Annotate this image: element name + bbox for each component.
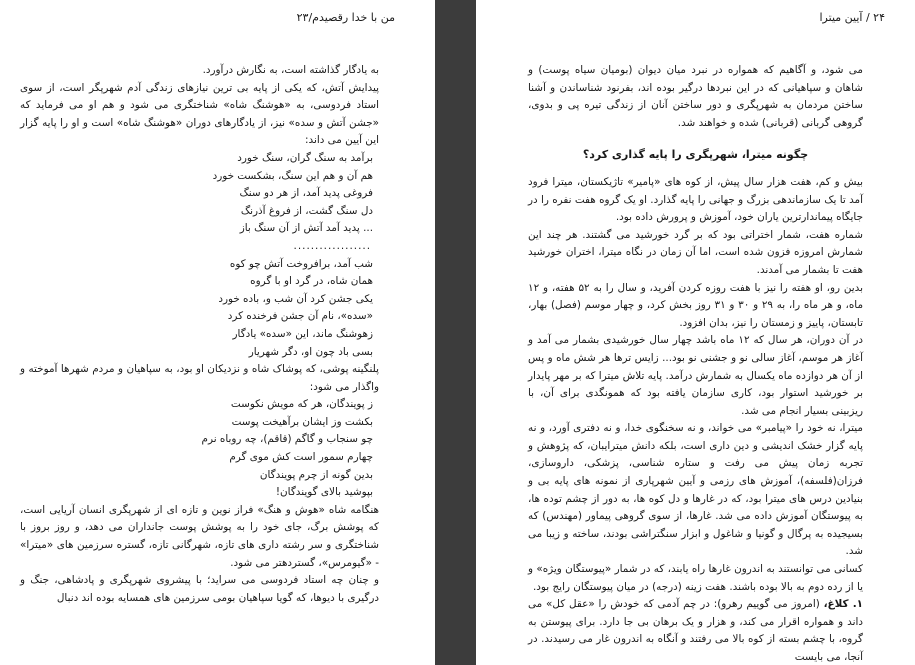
verse-line: بسی باد چون او، دگر شهریار [248, 345, 373, 358]
verse-line: زهوشنگ ماند، این «سده» یادگار [232, 327, 373, 340]
verse-block-1 [20, 150, 373, 238]
left-page [0, 0, 435, 665]
paragraph: بیش و کم، هفت هزار سال پیش، از کوه های «پامیر» تاژیکستان، میترا فرود آمد تا یک سازماندهی بزرگ و جهانی را پایه گذارد. او یک گروه هفت نفره را در جایگاه پیماندارترین یاران خود، آموزش و پرورش داده بود. [528, 175, 863, 224]
right-header-title: ۲۴ / آیین میترا [819, 11, 885, 24]
verse-line: بکشت وز ایشان برآهیخت پوست [231, 415, 373, 428]
left-page-body [20, 62, 379, 607]
verse-line: ز پویندگان، هر که مویش نکوست [230, 398, 373, 411]
verse-block-2 [20, 256, 373, 362]
list-item-label: ۱. کلاغ، [823, 598, 863, 611]
verse-line: «سده»، نام آن جشن فرخنده کرد [227, 310, 373, 323]
verse-line: بدین گونه از چرم پویندگان [259, 468, 373, 481]
verse-line: هم آن و هم این سنگ، بشکست خورد [212, 169, 373, 182]
book-gutter [435, 0, 476, 665]
paragraph: شماره هفت، شمار اختراتی بود که بر گرد خورشید می گشتند. هر چند این شمارش امروزه فزون شده است، اما آن زمان در نگاه میترا، اختران خورشید هفت تا بشمار می آمدند. [528, 228, 863, 276]
left-header-title: من با خدا رقصیدم/۲۳ [296, 11, 395, 24]
paragraph: بدین رو، او هفته را نیز با هفت روزه کردن آفرید، و سال را به ۵۲ هفته، و ۱۲ ماه، و هر ماه را، به ۲۹ و ۳۰ و ۳۱ روز بخش کرد، و چهار موسم (فصل) بهار، تابستان، پاییز و زمستان را نیز، بدان افزود. [528, 281, 864, 329]
verse-line: یکی جشن کرد آن شب و، باده خورد [218, 292, 373, 305]
paragraph: کسانی می توانستند به اندرون غارها راه یابند، که در شمار «پیوستگان ویژه» و یا از رده دوم به بالا بوده باشند. هفت زینه (درجه) در میان پیوستگان رایج بود. [528, 563, 863, 593]
paragraph: می شود، و آگاهیم که همواره در نبرد میان دیوان (بومیان سیاه پوست) و شاهان و سپاهیانی که در این نبردها درگیر بوده اند، بفرنود شناساندن و آشنا ساختن مردمان به شهرپگری و دور ساختن آنان از زندگی تیره پی و بدوی، گروهی گربانی (قربانی) شده و خواهند شد. [528, 64, 863, 129]
paragraph: پلنگینه پوشی، که پوشاک شاه و نزدیکان او بود، به سپاهیان و مردم شهرها آموخته و واگذار می شود: [20, 363, 379, 393]
verse-line: چو سنجاب و گاگم (قاقم)، چه روباه نرم [201, 433, 373, 446]
list-item-text: (امروز می گوییم رهرو): در چم آدمی که خودش را «عقل کل» می داند و همواره اقرار می کند، و هزار و یک برهان بی جا دارد. برای پیوستن به گروه، با چشم بسته از کوه بالا می رفتند و آنگاه به اندرون غار می رسیدند. در آنجا، می بایست [528, 598, 863, 663]
verse-line: ... پدید آمد آتش از آن سنگ باز [239, 222, 373, 235]
paragraph: به یادگار گذاشته است، به نگارش درآورد. [202, 64, 379, 76]
right-page-body [528, 62, 863, 665]
paragraph: پیدایش آتش، که یکی از پایه بی ترین نیازهای زندگی آدم شهرپگر است، از سوی استاد فردوسی، به «هوشنگ شاه» شناختگری می شود و هم او می فرماید که «جشن آتش و سده» نیز، از یادگارهای دوران «هوشنگ شاه» است و او را پایه گزار این آیین می داند: [20, 81, 379, 147]
verse-line: شب آمد، برافروخت آتش چو کوه [229, 257, 373, 270]
verse-line: همان شاه، در گرد او با گروه [250, 275, 373, 288]
paragraph: در آن دوران، هر سال که ۱۲ ماه باشد چهار سال خورشیدی بشمار می آمد و آغاز هر موسم، آغاز سالی نو و جشنی نو بود... زایس ترها هر شش ماه و پس از آن هر دوازده ماه یکسال به شمارش درآمد. پایه تلاش میترا که بر مهر پایدار بر خورشید استوار بود، کاری سازمان یافته بود که همونگدی برای آن، با ریزبینی بسیار انجام می شد. [528, 334, 863, 417]
section-heading: چگونه میترا، شهرپگری را پایه گذاری کرد؟ [582, 148, 809, 162]
left-page-number: ۲۳ [296, 11, 309, 24]
verse-line: فروغی پدید آمد، از هر دو سنگ [239, 187, 373, 200]
verse-line: دل سنگ گشت، از فروغ آذرنگ [240, 204, 373, 217]
ellipsis-divider: .................. [293, 239, 371, 252]
verse-line: برآمد به سنگ گران، سنگ خورد [237, 151, 373, 164]
list-item [528, 596, 863, 665]
verse-block-3 [20, 396, 373, 502]
verse-line: چهارم سمور است کش موی گرم [229, 451, 373, 464]
paragraph: و چنان چه استاد فردوسی می سراید؛ با پیشروی شهرپگری و پادشاهی، جنگ و درگیری با دیوها، که گویا سپاهیان بومی سرزمین های همسایه بوده اند دنبال [20, 574, 379, 604]
paragraph: میترا، نه خود را «پیامبر» می خواند، و نه سخنگوی خدا، و نه دفتری آورد، و نه پایه گزار خشک اندیشی و دین داری است، بلکه دانش میترایبان، که پژوهش و تجربه زمان پیش می رفت و ستاره شناسی، پزشکی، داروسازی، فرزان(فلسفه)، آموزش های رزمی و آیین شهرپاری از نمونه های پایه بی و بنیادین درس های میترا بود، که در غارها و دل کوه ها، به دور از چشم توده ها، به پیوستگان آموزش داده می شد. غارها، از سوی گروهی پیماور (مهندس) که بسیجیده به پرگال و گونیا و شاغول و ابزار سنگتراشی بودند، ساخته و زیبا می شد. [528, 422, 863, 558]
paragraph: هنگامه شاه «هوش و هنگ» فراز نوین و تازه ای از شهرپگری انسان آریایی است، که پوشش برگ، جای خود را به پوشش پوست جانداران می دهد، و روز بروز با شناختگری و سر رشته داری های تازه، شهرگانی تازه، گستره سرزمین های «میترا» - «گیومرس»، گستردهتر می شود. [20, 503, 379, 569]
right-page [476, 0, 915, 665]
verse-line: بپوشید بالای گویندگان! [275, 486, 373, 499]
